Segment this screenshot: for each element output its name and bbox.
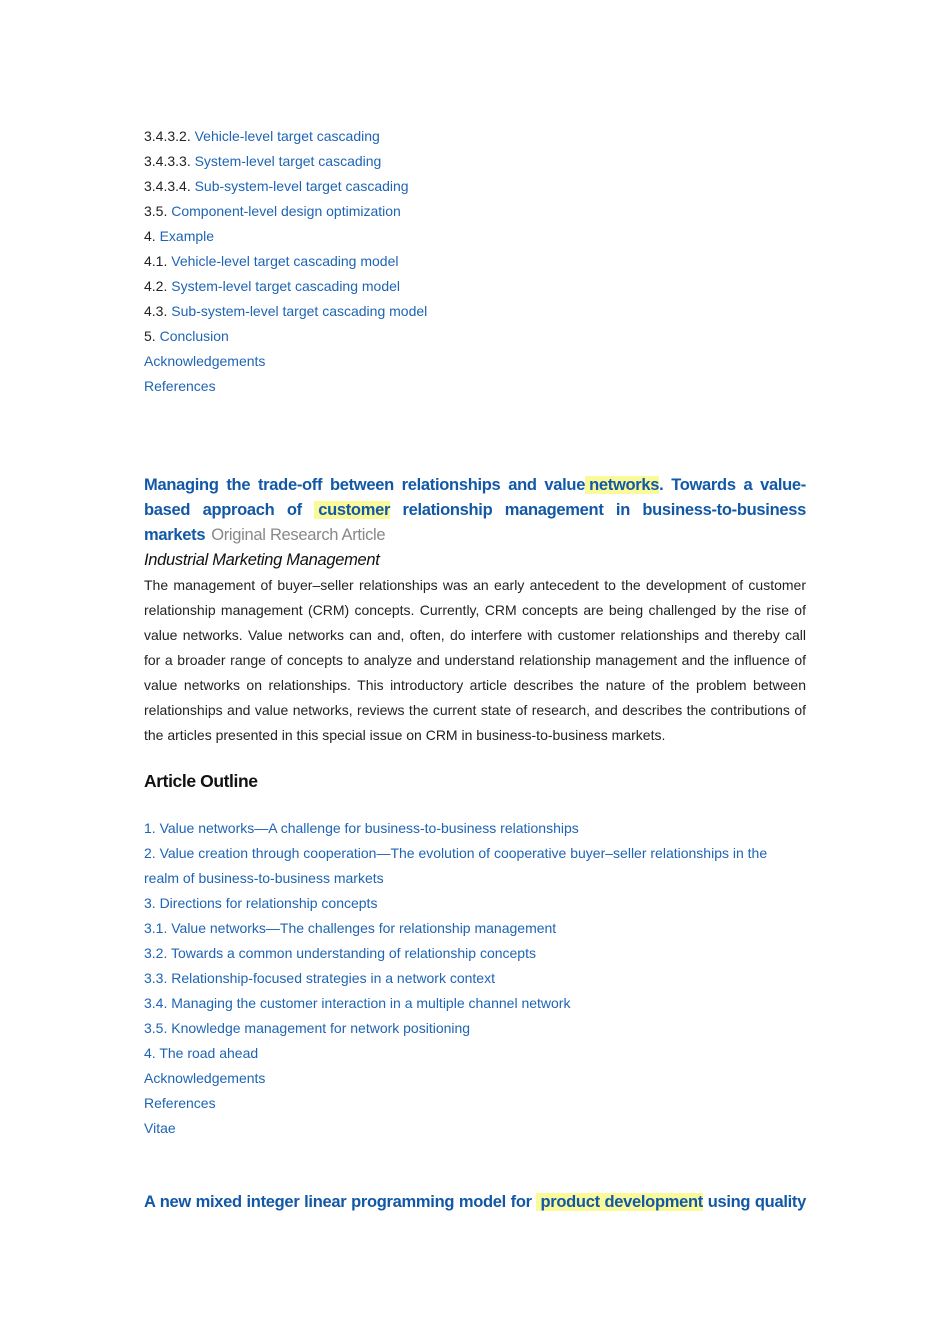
- outline-link[interactable]: 1. Value networks—A challenge for business-to-business relationships: [144, 820, 579, 836]
- toc-item: [144, 199, 806, 224]
- outline-link[interactable]: Vitae: [144, 1120, 176, 1136]
- toc-number: 3.4.3.3.: [144, 153, 191, 169]
- article-title-line-3[interactable]: [144, 523, 806, 548]
- article-outline: [144, 816, 806, 1141]
- toc-number: 3.4.3.2.: [144, 128, 191, 144]
- outline-link[interactable]: 2. Value creation through cooperation—The evolution of cooperative buyer–seller relationships in the: [144, 845, 768, 861]
- title-text[interactable]: based approach of: [144, 501, 302, 519]
- toc-link[interactable]: Conclusion: [159, 328, 229, 344]
- toc-link[interactable]: System-level target cascading model: [171, 278, 401, 294]
- toc-item: [144, 324, 806, 349]
- outline-link[interactable]: realm of business-to-business markets: [144, 870, 384, 886]
- title-text[interactable]: markets: [144, 526, 206, 544]
- abstract: The management of buyer–seller relationships was an early antecedent to the development of customer relationship management (CRM) concepts. Currently, CRM concepts are being challenged by the rise of value networks. Value networks can and, often, do interfere with customer relationships and thereby call for a broader range of concepts to analyze and understand relationship management and the influence of value networks on relationships. This introductory article describes the nature of the problem between relationships and value networks, reviews the current state of research, and describes the contributions of the articles presented in this special issue on CRM in business-to-business markets.: [144, 577, 806, 743]
- search-highlight[interactable]: product development: [536, 1193, 703, 1211]
- toc-number: 4.1.: [144, 253, 168, 269]
- outline-link[interactable]: 3.2. Towards a common understanding of relationship concepts: [144, 945, 536, 961]
- outline-link[interactable]: 3.4. Managing the customer interaction in a multiple channel network: [144, 995, 571, 1011]
- title-text[interactable]: using quality: [707, 1193, 806, 1211]
- outline-link[interactable]: 3.5. Knowledge management for network positioning: [144, 1020, 471, 1036]
- toc-item: [144, 249, 806, 274]
- title-text[interactable]: Managing the trade-off between relationships and value: [144, 476, 586, 494]
- toc-number: 5.: [144, 328, 156, 344]
- toc-link[interactable]: Vehicle-level target cascading model: [171, 253, 399, 269]
- outline-link[interactable]: References: [144, 1095, 216, 1111]
- search-highlight[interactable]: networks: [585, 476, 659, 494]
- toc-item: [144, 299, 806, 324]
- toc-number: 4.3.: [144, 303, 168, 319]
- title-text[interactable]: A new mixed integer linear programming model for: [144, 1193, 532, 1211]
- toc-link[interactable]: References: [144, 378, 216, 394]
- toc-item: [144, 224, 806, 249]
- outline-link[interactable]: 4. The road ahead: [144, 1045, 259, 1061]
- toc-link[interactable]: Vehicle-level target cascading: [194, 128, 380, 144]
- article-2: [144, 1190, 806, 1215]
- toc-link[interactable]: Acknowledgements: [144, 353, 266, 369]
- toc-number: 4.: [144, 228, 156, 244]
- toc-link[interactable]: Sub-system-level target cascading: [194, 178, 409, 194]
- toc-item: [144, 149, 806, 174]
- toc-item: [144, 274, 806, 299]
- article-1: [144, 473, 806, 748]
- outline-link[interactable]: Acknowledgements: [144, 1070, 266, 1086]
- toc-list-1: [144, 124, 806, 399]
- toc-item: [144, 349, 806, 374]
- search-highlight[interactable]: customer: [314, 501, 390, 519]
- article-title-line-1[interactable]: [144, 1190, 806, 1215]
- toc-item: [144, 374, 806, 399]
- toc-number: 4.2.: [144, 278, 168, 294]
- toc-link[interactable]: Sub-system-level target cascading model: [171, 303, 428, 319]
- toc-link[interactable]: Example: [159, 228, 215, 244]
- title-text[interactable]: . Towards a value-: [659, 476, 807, 494]
- outline-link[interactable]: 3. Directions for relationship concepts: [144, 895, 378, 911]
- outline-link[interactable]: 3.1. Value networks—The challenges for relationship management: [144, 920, 557, 936]
- article-title-line-2[interactable]: [144, 498, 806, 523]
- outline-heading: Article Outline: [144, 771, 258, 791]
- toc-item: [144, 124, 806, 149]
- toc-link[interactable]: System-level target cascading: [194, 153, 382, 169]
- article-type: Original Research Article: [211, 526, 386, 544]
- article-title-line-1[interactable]: [144, 473, 806, 498]
- toc-number: 3.4.3.4.: [144, 178, 191, 194]
- outline-link[interactable]: 3.3. Relationship-focused strategies in a network context: [144, 970, 495, 986]
- title-text[interactable]: relationship management in business-to-business: [402, 501, 806, 519]
- journal-name: Industrial Marketing Management: [144, 551, 380, 569]
- toc-item: [144, 174, 806, 199]
- toc-number: 3.5.: [144, 203, 168, 219]
- toc-link[interactable]: Component-level design optimization: [171, 203, 401, 219]
